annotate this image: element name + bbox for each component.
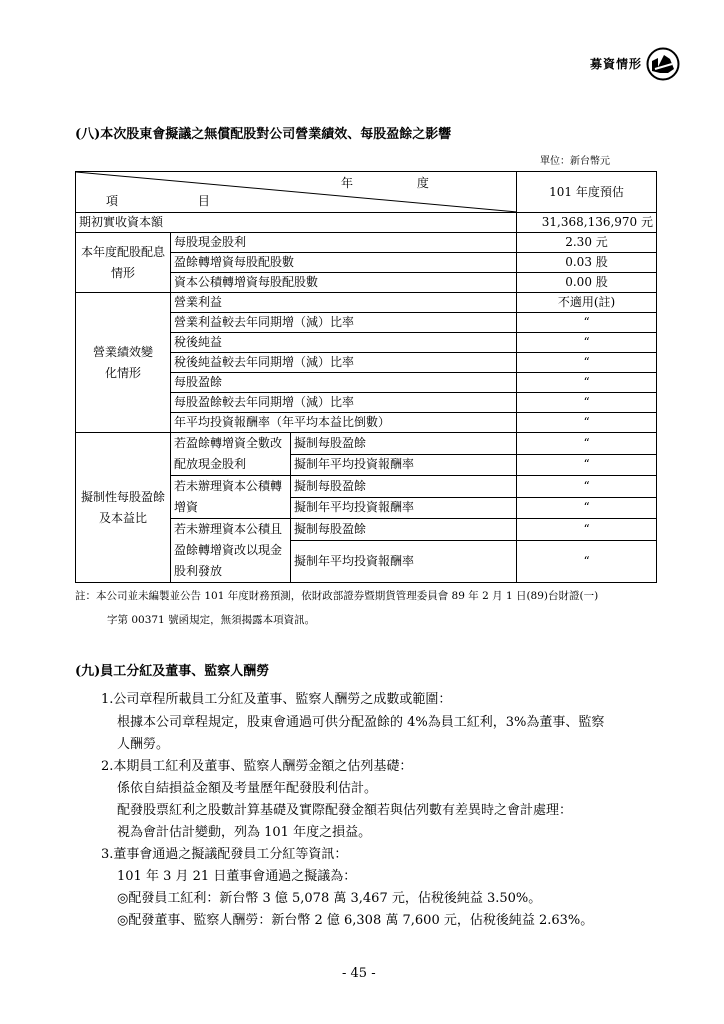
stock-dividend-impact-table bbox=[75, 171, 657, 583]
header-year-label: 年 度 bbox=[341, 176, 459, 190]
section9-line: 1.公司章程所載員工分紅及董事、監察人酬勞之成數或範圍： bbox=[101, 692, 452, 707]
group1-row-value: 2.30 元 bbox=[517, 233, 657, 253]
capital-label: 期初實收資本額 bbox=[76, 213, 517, 233]
group1-row-label: 盈餘轉增資每股配股數 bbox=[171, 253, 517, 273]
group2-row-label: 年平均投資報酬率（年平均本益比倒數） bbox=[171, 413, 517, 433]
group2-row-label: 稅後純益較去年同期增（減）比率 bbox=[171, 353, 517, 373]
header-item-label: 項 目 bbox=[106, 194, 248, 208]
group3-row-value: “ bbox=[517, 497, 657, 519]
group2-row-label: 每股盈餘較去年同期增（減）比率 bbox=[171, 393, 517, 413]
group2-row-value: “ bbox=[517, 393, 657, 413]
group2-label: 營業績效變化情形 bbox=[76, 293, 171, 433]
group1-row-label: 資本公積轉增資每股配股數 bbox=[171, 273, 517, 293]
unit-label: 單位：新台幣元 bbox=[540, 156, 610, 167]
header-forecast: 101 年度預估 bbox=[517, 172, 657, 213]
group1-row-label: 每股現金股利 bbox=[171, 233, 517, 253]
page-number: - 45 - bbox=[342, 966, 376, 981]
group2-row-value: “ bbox=[517, 333, 657, 353]
section9-line: 2.本期員工紅利及董事、監察人酬勞金額之估列基礎： bbox=[101, 759, 413, 774]
group2-row-label: 營業利益較去年同期增（減）比率 bbox=[171, 313, 517, 333]
group3-row-label: 擬制每股盈餘 bbox=[291, 476, 517, 498]
group1-row-value: 0.00 股 bbox=[517, 273, 657, 293]
section9-line: 101 年 3 月 21 日董事會通過之擬議為： bbox=[117, 869, 357, 884]
group2-row-label: 每股盈餘 bbox=[171, 373, 517, 393]
group3-row-value: “ bbox=[517, 433, 657, 455]
group2-row-value: “ bbox=[517, 313, 657, 333]
section9-line: 係依自結損益金額及考量歷年配發股利估計。 bbox=[117, 781, 378, 796]
note-line-1: 註：本公司並未編製並公告 101 年度財務預測，依財政部證券暨期貨管理委員會 89 年 2 月 1 日(89)台財證(一) bbox=[75, 590, 599, 602]
group2-row-label: 稅後純益 bbox=[171, 333, 517, 353]
section8-title: (八)本次股東會擬議之無償配股對公司營業績效、每股盈餘之影響 bbox=[75, 127, 452, 142]
section9-line: ◎配發員工紅利：新台幣 3 億 5,078 萬 3,467 元，佔稅後純益 3.50%。 bbox=[117, 891, 542, 906]
group2-row-value: “ bbox=[517, 353, 657, 373]
group3-row-value: “ bbox=[517, 476, 657, 498]
group3-row-value: “ bbox=[517, 454, 657, 476]
group3-row-value: “ bbox=[517, 541, 657, 583]
section9-title: (九)員工分紅及董事、監察人酬勞 bbox=[75, 664, 270, 679]
group2-row-value: 不適用(註) bbox=[517, 293, 657, 313]
group2-row-label: 營業利益 bbox=[171, 293, 517, 313]
group3-row-label: 擬制年平均投資報酬率 bbox=[291, 541, 517, 583]
capital-value: 31,368,136,970 元 bbox=[517, 213, 657, 233]
group3-condition: 若未辦理資本公積且盈餘轉增資改以現金股利發放 bbox=[171, 519, 291, 583]
header-diagonal-cell bbox=[76, 172, 517, 213]
section9-line: 配發股票紅利之股數計算基礎及實際配發金額若與估列數有差異時之會計處理： bbox=[117, 803, 573, 818]
group3-condition: 若未辦理資本公積轉增資 bbox=[171, 476, 291, 519]
group2-row-value: “ bbox=[517, 413, 657, 433]
header-section-name: 募資情形 bbox=[590, 57, 643, 71]
section9-line: 人酬勞。 bbox=[117, 737, 170, 752]
group2-row-value: “ bbox=[517, 373, 657, 393]
group3-row-label: 擬制年平均投資報酬率 bbox=[291, 497, 517, 519]
group3-row-label: 擬制每股盈餘 bbox=[291, 433, 517, 455]
section9-line: 3.董事會通過之擬議配發員工分紅等資訊： bbox=[101, 847, 348, 862]
note-line-2: 字第 00371 號函規定，無須揭露本項資訊。 bbox=[107, 614, 316, 626]
group1-label: 本年度配股配息情形 bbox=[76, 233, 171, 293]
group3-row-label: 擬制每股盈餘 bbox=[291, 519, 517, 541]
section9-line: 視為會計估計變動，列為 101 年度之損益。 bbox=[117, 825, 372, 840]
section9-line: ◎配發董事、監察人酬勞：新台幣 2 億 6,308 萬 7,600 元，佔稅後純益 2.63%。 bbox=[117, 913, 594, 928]
group3-row-label: 擬制年平均投資報酬率 bbox=[291, 454, 517, 476]
group3-condition: 若盈餘轉增資全數改配放現金股利 bbox=[171, 433, 291, 476]
group3-row-value: “ bbox=[517, 519, 657, 541]
company-logo-icon bbox=[646, 47, 680, 81]
group3-label: 擬制性每股盈餘及本益比 bbox=[76, 433, 171, 583]
section9-line: 根據本公司章程規定，股東會通過可供分配盈餘的 4%為員工紅利，3%為董事、監察 bbox=[117, 715, 605, 730]
group1-row-value: 0.03 股 bbox=[517, 253, 657, 273]
